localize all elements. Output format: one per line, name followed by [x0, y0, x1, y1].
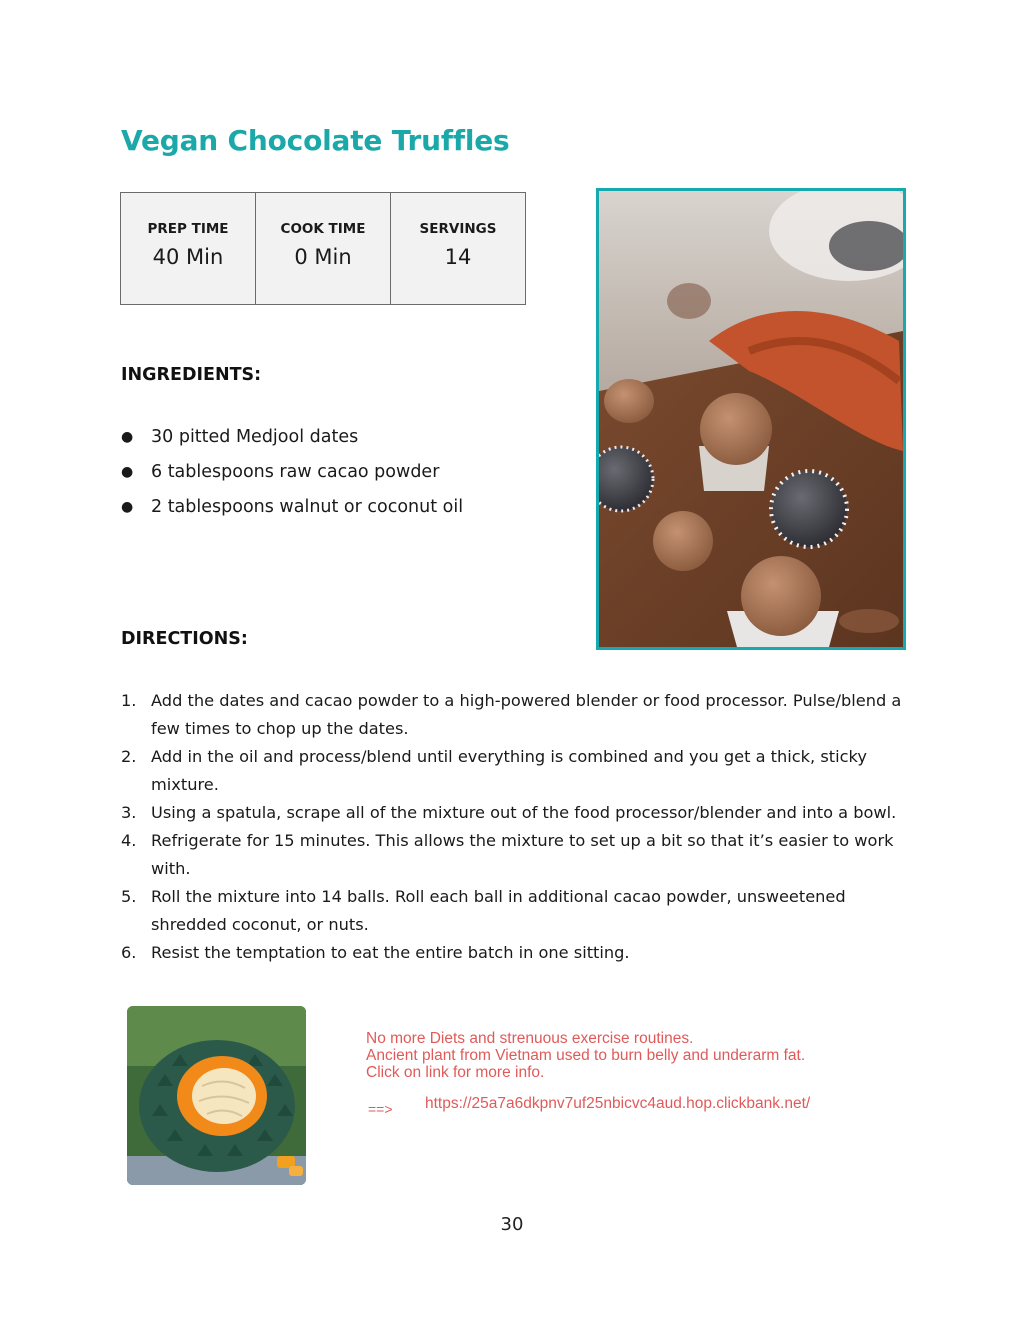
step-number: 1.: [121, 691, 137, 710]
ad-text-block: [366, 1030, 805, 1081]
list-item: [121, 424, 463, 459]
step-number: 3.: [121, 803, 137, 822]
step-text: Using a spatula, scrape all of the mixture out of the food processor/blender and into a bowl.: [151, 803, 897, 822]
list-item: [121, 459, 463, 494]
truffles-photo: [596, 188, 906, 650]
ad-link[interactable]: https://25a7a6dkpnv7uf25nbicvc4aud.hop.clickbank.net/: [425, 1095, 811, 1112]
directions-heading: DIRECTIONS:: [121, 629, 248, 649]
page-number: 30: [500, 1214, 524, 1235]
arrow-marker: ==>: [368, 1101, 393, 1117]
ingredient-text: 30 pitted Medjool dates: [151, 427, 359, 447]
step-number: 2.: [121, 747, 137, 766]
step-text: Add in the oil and process/blend until everything is combined and you get a thick, sticky mixture.: [151, 747, 867, 794]
ad-line: Click on link for more info.: [366, 1064, 545, 1081]
bullet-icon: ●: [121, 429, 134, 445]
list-item: [121, 939, 911, 967]
stat-value: 14: [444, 245, 472, 269]
step-text: Add the dates and cacao powder to a high-powered blender or food processor. Pulse/blend a few times to chop up the dates.: [151, 691, 902, 738]
step-text: Resist the temptation to eat the entire batch in one sitting.: [151, 943, 630, 962]
recipe-stats-table: [120, 192, 526, 305]
list-item: [121, 827, 911, 883]
ingredients-list: [121, 424, 463, 529]
step-text: Refrigerate for 15 minutes. This allows the mixture to set up a bit so that it’s easier to work with.: [151, 831, 894, 878]
stat-cook-time: [256, 193, 391, 304]
ingredients-heading: INGREDIENTS:: [121, 365, 262, 385]
ad-fruit-picture: [127, 1006, 306, 1185]
stat-prep-time: [121, 193, 256, 304]
step-number: 6.: [121, 943, 137, 962]
stat-label: SERVINGS: [419, 221, 497, 237]
step-number: 5.: [121, 887, 137, 906]
ad-line: No more Diets and strenuous exercise routines.: [366, 1030, 694, 1047]
recipe-title: Vegan Chocolate Truffles: [121, 124, 510, 157]
stat-label: COOK TIME: [280, 221, 366, 237]
stat-value: 0 Min: [294, 245, 352, 269]
list-item: [121, 799, 911, 827]
step-number: 4.: [121, 831, 137, 850]
directions-list: [121, 687, 911, 967]
bullet-icon: ●: [121, 464, 134, 480]
ingredient-text: 6 tablespoons raw cacao powder: [151, 462, 440, 482]
ad-line: Ancient plant from Vietnam used to burn belly and underarm fat.: [366, 1047, 806, 1064]
list-item: [121, 743, 911, 799]
stat-servings: [391, 193, 525, 304]
list-item: [121, 494, 463, 529]
list-item: [121, 883, 911, 939]
stat-value: 40 Min: [152, 245, 224, 269]
step-text: Roll the mixture into 14 balls. Roll each ball in additional cacao powder, unsweetened shredded coconut, or nuts.: [151, 887, 846, 934]
truffles-photo-image: [599, 191, 903, 647]
ingredient-text: 2 tablespoons walnut or coconut oil: [151, 497, 464, 517]
bullet-icon: ●: [121, 499, 134, 515]
ad-fruit-image[interactable]: [127, 1006, 306, 1185]
list-item: [121, 687, 911, 743]
stat-label: PREP TIME: [147, 221, 229, 237]
